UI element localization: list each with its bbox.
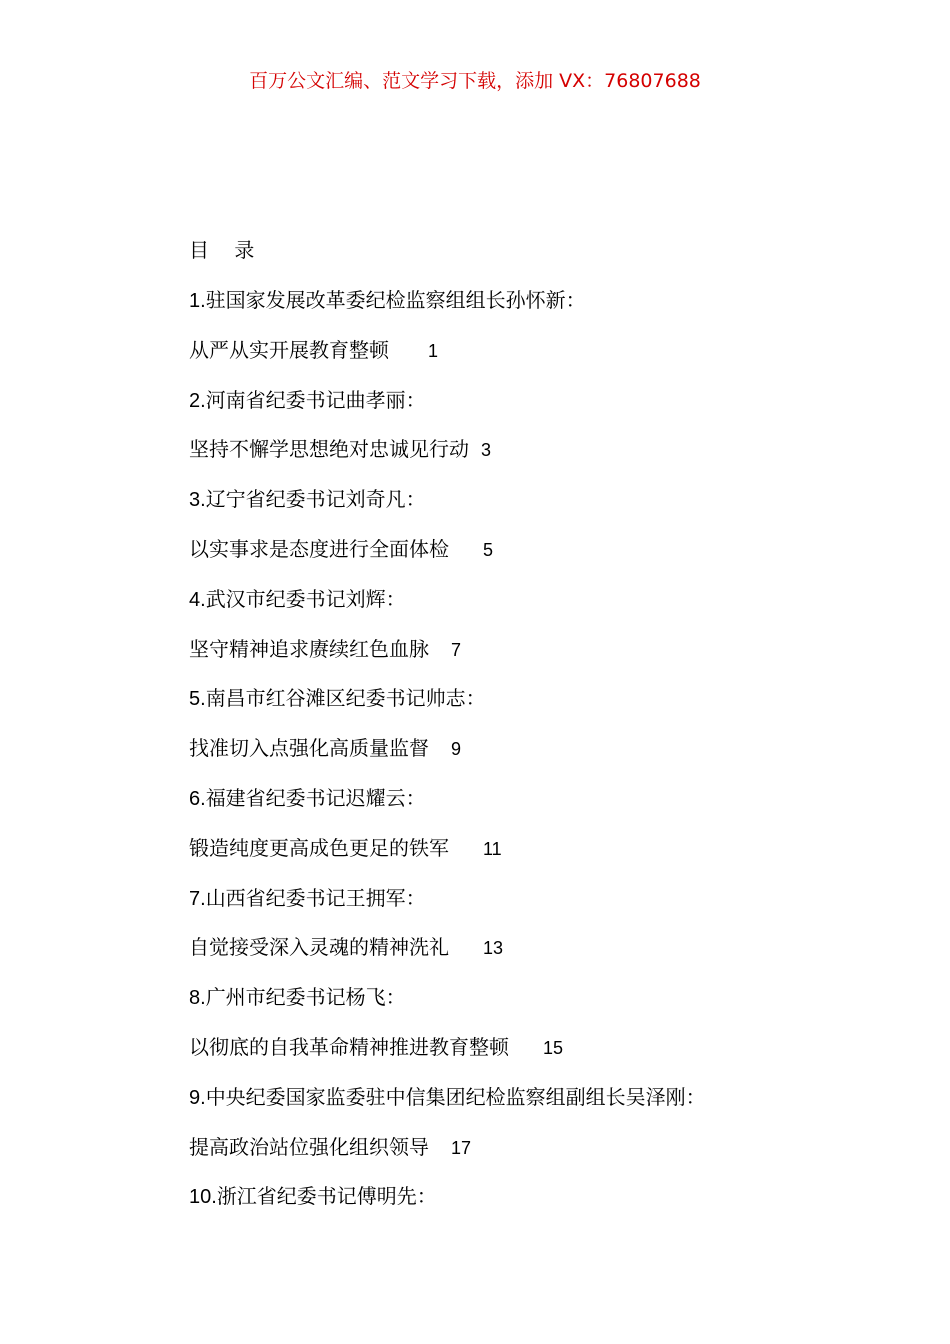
- toc-entry-title: 自觉接受深入灵魂的精神洗礼 13: [189, 931, 829, 981]
- toc-entry-title: 提高政治站位强化组织领导 17: [189, 1131, 829, 1181]
- toc-page-number: 13: [483, 938, 504, 959]
- toc-entry-author: 8.广州市纪委书记杨飞：: [189, 985, 406, 1010]
- toc-entry-title: 以彻底的自我革命精神推进教育整顿 15: [189, 1031, 829, 1081]
- toc-entry-author: 2.河南省纪委书记曲孝丽：: [189, 387, 426, 412]
- toc-page-number: 1: [428, 340, 439, 361]
- toc-entry-author: 3.辽宁省纪委书记刘奇凡：: [189, 487, 426, 512]
- toc-page-number: 17: [451, 1137, 472, 1158]
- toc-entry-author: 5.南昌市红谷滩区纪委书记帅志：: [189, 686, 486, 711]
- toc-entry-author: 4.武汉市纪委书记刘辉：: [189, 586, 406, 611]
- toc-page-number: 5: [483, 539, 494, 560]
- toc-entry-author: 7.山西省纪委书记王拥军：: [189, 885, 426, 910]
- header-watermark-note: 百万公文汇编、范文学习下载，添加 VX：76807688: [249, 70, 701, 92]
- toc-entry-author: 9.中央纪委国家监委驻中信集团纪检监察组副组长吴泽刚：: [189, 1084, 706, 1109]
- toc-entry-title: 找准切入点强化高质量监督 9: [189, 732, 829, 782]
- toc-entry-author: 10.浙江省纪委书记傅明先：: [189, 1184, 437, 1209]
- table-of-contents: [189, 234, 829, 1230]
- toc-page-number: 7: [451, 639, 462, 660]
- toc-page-number: 11: [483, 838, 502, 859]
- toc-entry-title: 以实事求是态度进行全面体检 5: [189, 533, 829, 583]
- toc-title: 目 录: [189, 238, 255, 262]
- toc-entry-author: 1.驻国家发展改革委纪检监察组组长孙怀新：: [189, 288, 586, 312]
- toc-entry-author: 6.福建省纪委书记迟耀云：: [189, 785, 426, 810]
- toc-page-number: 3: [481, 440, 492, 461]
- toc-entry-title: 坚持不懈学思想绝对忠诚见行动 3: [189, 433, 829, 483]
- toc-page-number: 9: [451, 739, 462, 760]
- toc-entry-title: 从严从实开展教育整顿 1: [189, 334, 829, 384]
- toc-entry-title: 坚守精神追求赓续红色血脉 7: [189, 633, 829, 683]
- toc-page-number: 15: [543, 1037, 564, 1058]
- toc-entry-title: 锻造纯度更高成色更足的铁军 11: [189, 832, 829, 882]
